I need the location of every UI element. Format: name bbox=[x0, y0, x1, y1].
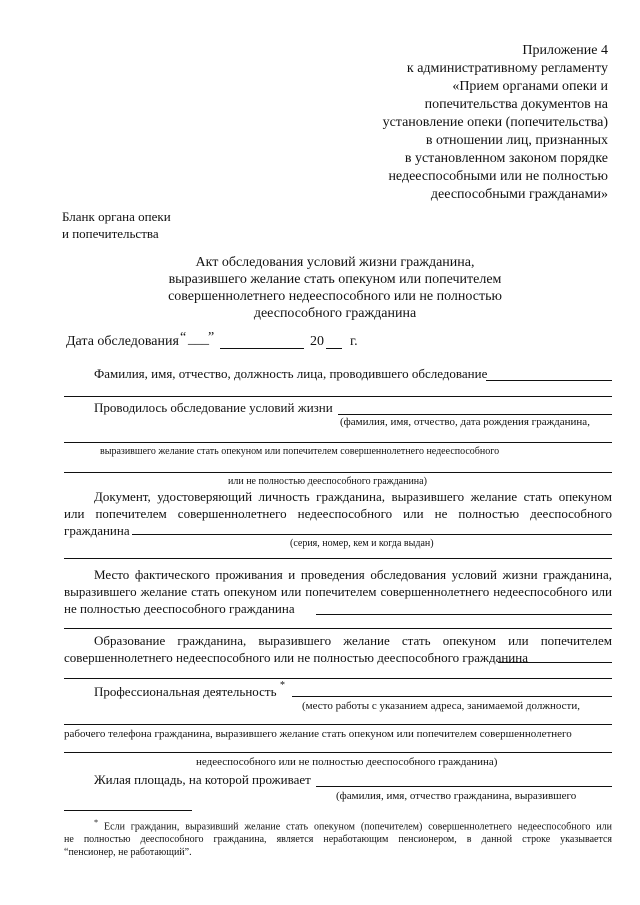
inspection-hint-1: (фамилия, имя, отчество, дата рождения гражданина, bbox=[340, 416, 590, 428]
document-paragraph bbox=[64, 488, 612, 539]
title-line: Акт обследования условий жизни гражданина, bbox=[195, 255, 475, 270]
profession-field-line3[interactable] bbox=[64, 752, 612, 753]
inspection-field-line3[interactable] bbox=[64, 472, 612, 473]
residence-field-line2[interactable] bbox=[64, 628, 612, 629]
date-year-suffix: г. bbox=[350, 334, 358, 349]
letterhead-line: Бланк органа опеки bbox=[62, 209, 171, 224]
document-title bbox=[60, 254, 610, 322]
letterhead bbox=[62, 208, 171, 242]
education-line: совершеннолетнего недееспособного или не полностью дееспособного гражданина bbox=[64, 650, 528, 665]
document-field-line2[interactable] bbox=[64, 558, 612, 559]
profession-hint-1: (место работы с указанием адреса, занимаемой должности, bbox=[302, 700, 580, 712]
letterhead-line: и попечительства bbox=[62, 226, 159, 241]
profession-footnote-mark: * bbox=[280, 680, 285, 691]
inspection-label: Проводилось обследование условий жизни bbox=[94, 400, 333, 415]
footnote-mark: * bbox=[94, 818, 99, 827]
appendix-line: Приложение 4 bbox=[522, 43, 608, 58]
document-line: гражданина bbox=[64, 523, 130, 538]
appendix-line: установление опеки (попечительства) bbox=[382, 115, 608, 130]
title-line: совершеннолетнего недееспособного или не полностью bbox=[168, 289, 502, 304]
living-field[interactable] bbox=[316, 786, 612, 787]
document-field[interactable] bbox=[132, 534, 612, 535]
inspection-field-line2[interactable] bbox=[64, 442, 612, 443]
footnote-line: “пенсионер, не работающий”. bbox=[64, 847, 192, 859]
education-field-line2[interactable] bbox=[64, 678, 612, 679]
appendix-line: в установленном законом порядке bbox=[404, 151, 608, 166]
appendix-block bbox=[288, 42, 608, 204]
profession-hint-3: недееспособного или не полностью дееспособного гражданина) bbox=[196, 756, 498, 768]
date-day-field[interactable]: ___ bbox=[188, 332, 209, 347]
appendix-line: «Прием органами опеки и bbox=[452, 79, 608, 94]
living-hint: (фамилия, имя, отчество гражданина, выразившего bbox=[336, 790, 577, 802]
inspection-field[interactable] bbox=[338, 414, 612, 415]
footnote-line bbox=[64, 816, 612, 833]
appendix-line: недееспособными или не полностью bbox=[388, 169, 608, 184]
document-line: или попечителем совершеннолетнего недееспособного или не полностью дееспособного bbox=[64, 506, 612, 521]
living-label: Жилая площадь, на которой проживает bbox=[94, 772, 311, 787]
appendix-line: в отношении лиц, признанных bbox=[425, 133, 608, 148]
document-hint: (серия, номер, кем и когда выдан) bbox=[290, 538, 434, 549]
appendix-line: попечительства документов на bbox=[424, 97, 608, 112]
date-month-field[interactable] bbox=[220, 348, 304, 349]
date-label: Дата обследования bbox=[66, 334, 179, 349]
inspector-label: Фамилия, имя, отчество, должность лица, проводившего обследование bbox=[94, 366, 488, 381]
title-line: выразившего желание стать опекуном или попечителем bbox=[168, 272, 502, 287]
footnote-separator bbox=[64, 810, 192, 811]
education-field[interactable] bbox=[498, 662, 612, 663]
profession-label: Профессиональная деятельность bbox=[94, 684, 277, 699]
residence-line: выразившего желание стать опекуном или попечителем совершеннолетнего недееспособного или bbox=[64, 584, 612, 599]
appendix-line: к административному регламенту bbox=[406, 61, 608, 76]
date-open-quote: “ bbox=[180, 330, 187, 345]
inspector-field-line2[interactable] bbox=[64, 396, 612, 397]
residence-paragraph bbox=[64, 566, 612, 617]
profession-field-line2[interactable] bbox=[64, 724, 612, 725]
education-line: Образование гражданина, выразившего желание стать опекуном или попечителем bbox=[94, 633, 612, 648]
residence-line: не полностью дееспособного гражданина bbox=[64, 601, 295, 616]
footnote bbox=[64, 816, 612, 859]
inspector-field[interactable] bbox=[486, 380, 612, 381]
document-line: Документ, удостоверяющий личность гражданина, выразившего желание стать опекуном bbox=[94, 489, 612, 504]
title-line: дееспособного гражданина bbox=[253, 306, 417, 321]
residence-line: Место фактического проживания и проведения обследования условий жизни гражданина, bbox=[94, 567, 612, 582]
inspection-hint-2: выразившего желание стать опекуном или попечителем совершеннолетнего недееспособного bbox=[100, 446, 500, 457]
footnote-text: Если гражданин, выразивший желание стать опекуном (попечителем) совершеннолетнего недееспособного или bbox=[104, 821, 612, 833]
appendix-line: дееспособными гражданами» bbox=[430, 187, 608, 202]
profession-hint-2: рабочего телефона гражданина, выразившего желание стать опекуном или попечителем совершеннолетнего bbox=[64, 728, 572, 740]
date-close-quote: ” bbox=[208, 330, 215, 345]
profession-field[interactable] bbox=[292, 696, 612, 697]
date-year-prefix: 20 bbox=[310, 334, 324, 349]
education-paragraph bbox=[64, 632, 612, 666]
inspection-hint-3: или не полностью дееспособного гражданина) bbox=[228, 476, 427, 487]
date-year-field[interactable] bbox=[326, 348, 342, 349]
footnote-line: не полностью дееспособного гражданина, является неработающим пенсионером, в данной строке указывается bbox=[64, 834, 612, 846]
residence-field[interactable] bbox=[316, 614, 612, 615]
